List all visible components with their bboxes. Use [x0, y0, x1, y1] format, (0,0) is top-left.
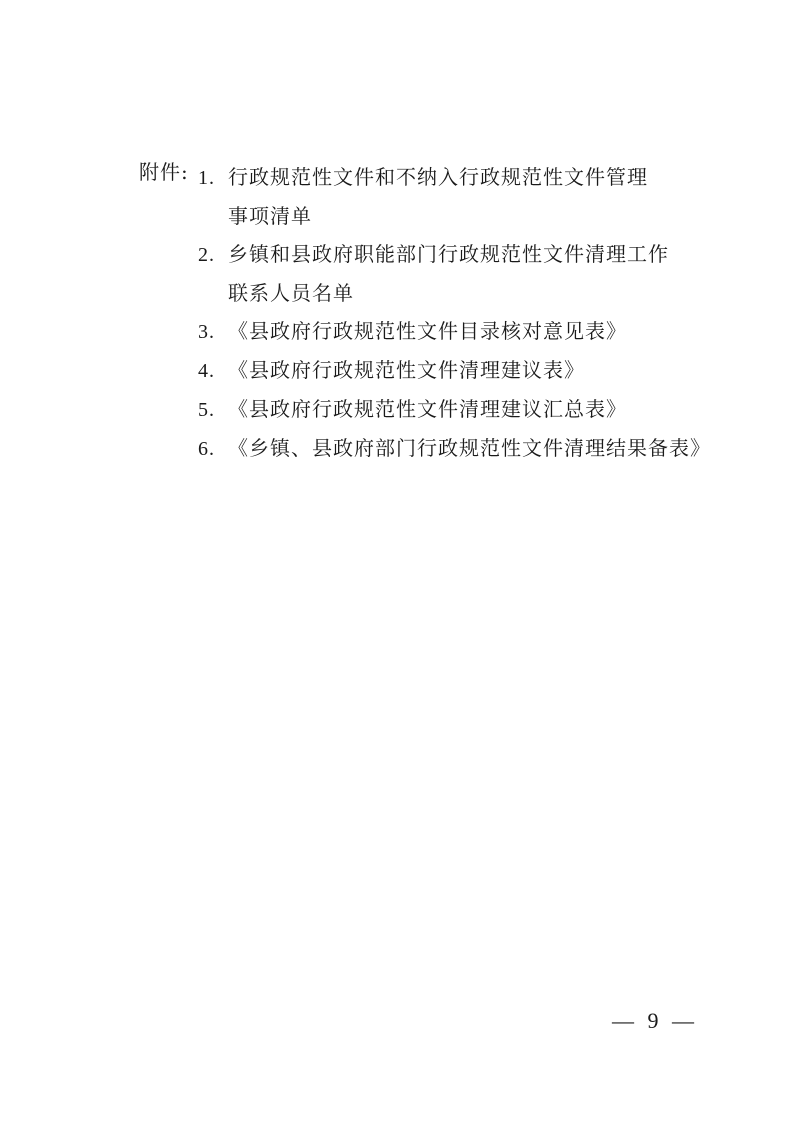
attachment-title: 《乡镇、县政府部门行政规范性文件清理结果备表》	[228, 436, 711, 460]
attachment-title: 《县政府行政规范性文件清理建议表》	[228, 358, 585, 382]
attachment-title: 《县政府行政规范性文件目录核对意见表》	[228, 319, 627, 343]
attachments-list	[198, 158, 758, 468]
attachment-number: 1.	[198, 167, 215, 189]
attachment-item-5	[198, 390, 758, 429]
attachment-item-4	[198, 351, 758, 390]
page-number: — 9 —	[612, 1008, 698, 1033]
attachment-number: 6.	[198, 438, 215, 460]
attachment-title: 行政规范性文件和不纳入行政规范性文件管理	[228, 165, 648, 189]
attachment-title-continuation: 事项清单	[228, 204, 312, 228]
attachment-number: 4.	[198, 360, 215, 382]
attachment-item-1	[198, 158, 758, 235]
attachment-title-continuation: 联系人员名单	[228, 281, 354, 305]
attachment-title: 乡镇和县政府职能部门行政规范性文件清理工作	[228, 242, 669, 266]
attachment-number: 3.	[198, 321, 215, 343]
attachment-number: 5.	[198, 399, 215, 421]
attachment-number: 2.	[198, 244, 215, 266]
attachment-item-6	[198, 429, 758, 468]
attachment-item-3	[198, 312, 758, 351]
attachment-item-2	[198, 235, 758, 312]
attachments-label: 附件:	[139, 160, 189, 184]
attachment-title: 《县政府行政规范性文件清理建议汇总表》	[228, 397, 627, 421]
